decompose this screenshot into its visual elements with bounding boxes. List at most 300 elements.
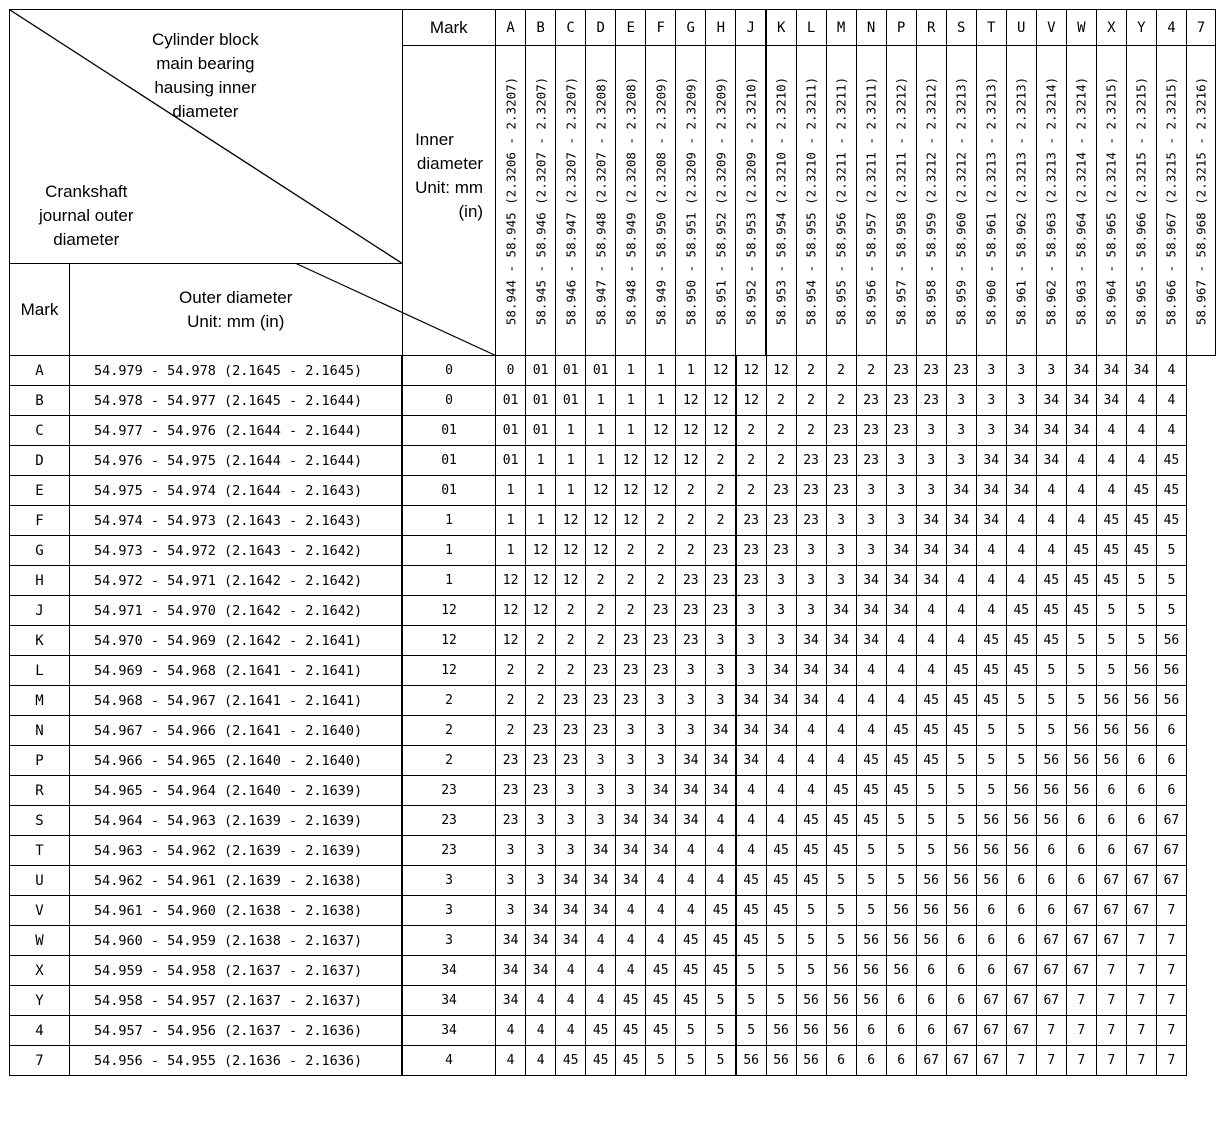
grade-cell: 2	[856, 356, 886, 386]
grade-cell: 4	[706, 866, 736, 896]
grade-cell: 34	[1036, 416, 1066, 446]
grade-cell: 45	[916, 746, 946, 776]
grade-cell: 4	[586, 986, 616, 1016]
outer-label-line: Outer diameter	[179, 287, 293, 307]
grade-cell: 7	[1036, 1046, 1066, 1076]
grade-cell: 67	[1006, 1016, 1036, 1046]
grade-cell: 34	[526, 926, 556, 956]
grade-cell: 01	[402, 416, 496, 446]
grade-cell: 12	[646, 476, 676, 506]
row-range: 54.978 - 54.977 (2.1645 - 2.1644)	[69, 386, 402, 416]
grade-cell: 34	[706, 776, 736, 806]
grade-cell: 01	[496, 446, 526, 476]
grade-cell: 34	[826, 656, 856, 686]
grade-cell: 1	[402, 536, 496, 566]
grade-cell: 34	[886, 566, 916, 596]
grade-cell: 2	[646, 536, 676, 566]
corner-top-line: main bearing	[156, 54, 255, 73]
outer-diameter-label-cell	[69, 264, 402, 356]
column-range: 58.944 - 58.945 (2.3206 - 2.3207)	[503, 76, 519, 325]
grade-cell: 3	[556, 776, 586, 806]
grade-cell: 3	[976, 416, 1006, 446]
grade-cell: 5	[766, 986, 796, 1016]
grade-cell: 2	[556, 626, 586, 656]
grade-cell: 45	[946, 716, 976, 746]
grade-cell: 5	[916, 776, 946, 806]
grade-cell: 4	[736, 836, 766, 866]
grade-cell: 0	[402, 386, 496, 416]
grade-cell: 4	[526, 986, 556, 1016]
column-range-cell	[1186, 46, 1215, 356]
grade-cell: 4	[1156, 416, 1186, 446]
grade-cell: 5	[1036, 716, 1066, 746]
grade-cell: 4	[796, 746, 826, 776]
grade-cell: 7	[1126, 1046, 1156, 1076]
grade-cell: 34	[556, 896, 586, 926]
grade-cell: 01	[586, 356, 616, 386]
grade-cell: 7	[1156, 1016, 1186, 1046]
grade-cell: 6	[976, 956, 1006, 986]
grade-cell: 45	[616, 986, 646, 1016]
grade-cell: 01	[402, 476, 496, 506]
grade-cell: 45	[1096, 506, 1126, 536]
grade-cell: 4	[916, 656, 946, 686]
grade-cell: 67	[1036, 926, 1066, 956]
grade-cell: 3	[976, 356, 1006, 386]
table-row	[10, 656, 1216, 686]
column-range: 58.953 - 58.954 (2.3210 - 2.3210)	[773, 76, 789, 325]
grade-cell: 3	[402, 926, 496, 956]
grade-cell: 2	[676, 506, 706, 536]
grade-cell: 6	[886, 1046, 916, 1076]
grade-cell: 4	[976, 536, 1006, 566]
row-mark: F	[10, 506, 70, 536]
grade-cell: 12	[496, 566, 526, 596]
grade-cell: 4	[916, 596, 946, 626]
column-mark: T	[976, 10, 1006, 46]
grade-cell: 45	[856, 776, 886, 806]
table-row	[10, 986, 1216, 1016]
grade-cell: 4	[1126, 446, 1156, 476]
grade-cell: 4	[586, 926, 616, 956]
grade-cell: 3	[496, 896, 526, 926]
grade-cell: 2	[736, 446, 766, 476]
grade-cell: 6	[886, 986, 916, 1016]
grade-cell: 45	[796, 806, 826, 836]
grade-cell: 4	[826, 716, 856, 746]
grade-cell: 67	[1156, 806, 1186, 836]
grade-cell: 12	[586, 506, 616, 536]
grade-cell: 34	[856, 596, 886, 626]
grade-cell: 1	[526, 476, 556, 506]
row-range: 54.969 - 54.968 (2.1641 - 2.1641)	[69, 656, 402, 686]
grade-cell: 56	[1036, 806, 1066, 836]
inner-label-line: diameter	[416, 154, 484, 173]
grade-cell: 7	[1156, 986, 1186, 1016]
row-mark: T	[10, 836, 70, 866]
table-row	[10, 386, 1216, 416]
row-mark: B	[10, 386, 70, 416]
grade-cell: 01	[556, 386, 586, 416]
grade-cell: 3	[616, 746, 646, 776]
grade-cell: 1	[556, 476, 586, 506]
grade-cell: 45	[766, 866, 796, 896]
grade-cell: 4	[736, 776, 766, 806]
grade-cell: 4	[676, 836, 706, 866]
grade-cell: 45	[856, 746, 886, 776]
grade-cell: 4	[586, 956, 616, 986]
row-range: 54.957 - 54.956 (2.1637 - 2.1636)	[69, 1016, 402, 1046]
column-mark: A	[496, 10, 526, 46]
grade-cell: 5	[856, 866, 886, 896]
row-mark: C	[10, 416, 70, 446]
column-mark: 4	[1156, 10, 1186, 46]
grade-cell: 5	[1066, 656, 1096, 686]
grade-cell: 5	[706, 986, 736, 1016]
grade-cell: 23	[616, 686, 646, 716]
grade-cell: 34	[1006, 416, 1036, 446]
grade-cell: 45	[1036, 566, 1066, 596]
grade-cell: 7	[1126, 986, 1156, 1016]
grade-cell: 23	[496, 806, 526, 836]
grade-cell: 45	[1066, 536, 1096, 566]
grade-cell: 3	[796, 596, 826, 626]
grade-cell: 34	[736, 746, 766, 776]
table-row	[10, 1046, 1216, 1076]
grade-cell: 12	[766, 356, 796, 386]
grade-cell: 23	[916, 356, 946, 386]
grade-cell: 23	[886, 356, 916, 386]
grade-cell: 34	[1036, 446, 1066, 476]
grade-cell: 34	[402, 1016, 496, 1046]
grade-cell: 34	[1066, 416, 1096, 446]
grade-cell: 34	[1066, 356, 1096, 386]
grade-cell: 34	[586, 836, 616, 866]
row-range: 54.958 - 54.957 (2.1637 - 2.1637)	[69, 986, 402, 1016]
grade-cell: 4	[616, 956, 646, 986]
grade-cell: 4	[856, 686, 886, 716]
grade-cell: 12	[616, 476, 646, 506]
column-range: 58.952 - 58.953 (2.3209 - 2.3210)	[743, 76, 759, 325]
corner-left-line: Crankshaft	[45, 182, 128, 201]
grade-cell: 4	[526, 1016, 556, 1046]
grade-cell: 23	[646, 596, 676, 626]
grade-cell: 5	[1066, 626, 1096, 656]
grade-cell: 34	[646, 806, 676, 836]
grade-cell: 45	[976, 686, 1006, 716]
grade-cell: 56	[826, 986, 856, 1016]
grade-cell: 7	[1096, 986, 1126, 1016]
grade-cell: 56	[916, 926, 946, 956]
grade-cell: 45	[646, 956, 676, 986]
grade-cell: 1	[586, 446, 616, 476]
grade-cell: 45	[1126, 506, 1156, 536]
row-range: 54.959 - 54.958 (2.1637 - 2.1637)	[69, 956, 402, 986]
grade-cell: 3	[886, 476, 916, 506]
grade-cell: 6	[1156, 776, 1186, 806]
grade-cell: 5	[676, 1046, 706, 1076]
grade-cell: 6	[1126, 776, 1156, 806]
grade-cell: 4	[976, 566, 1006, 596]
grade-cell: 3	[826, 566, 856, 596]
row-range: 54.963 - 54.962 (2.1639 - 2.1639)	[69, 836, 402, 866]
grade-cell: 4	[736, 806, 766, 836]
grade-cell: 45	[1006, 626, 1036, 656]
column-mark: C	[556, 10, 586, 46]
column-range-cell	[916, 46, 946, 356]
row-mark: L	[10, 656, 70, 686]
grade-cell: 12	[556, 536, 586, 566]
grade-cell: 23	[706, 536, 736, 566]
grade-cell: 67	[1066, 956, 1096, 986]
grade-cell: 5	[976, 746, 1006, 776]
grade-cell: 67	[1156, 836, 1186, 866]
grade-cell: 56	[976, 806, 1006, 836]
grade-cell: 4	[1126, 386, 1156, 416]
grade-cell: 45	[916, 716, 946, 746]
grade-cell: 2	[736, 476, 766, 506]
column-range-cell	[886, 46, 916, 356]
grade-cell: 45	[646, 1016, 676, 1046]
grade-cell: 34	[616, 866, 646, 896]
grade-cell: 3	[736, 596, 766, 626]
grade-cell: 56	[1006, 806, 1036, 836]
grade-cell: 6	[1156, 746, 1186, 776]
grade-cell: 34	[796, 686, 826, 716]
grade-cell: 7	[1096, 1016, 1126, 1046]
column-range: 58.962 - 58.963 (2.3213 - 2.3214)	[1043, 76, 1059, 325]
grade-cell: 12	[556, 506, 586, 536]
grade-cell: 1	[616, 386, 646, 416]
grade-cell: 34	[946, 476, 976, 506]
column-range-cell	[526, 46, 556, 356]
row-range: 54.971 - 54.970 (2.1642 - 2.1642)	[69, 596, 402, 626]
grade-cell: 5	[736, 956, 766, 986]
grade-cell: 7	[1156, 896, 1186, 926]
grade-cell: 3	[856, 476, 886, 506]
grade-cell: 45	[586, 1016, 616, 1046]
grade-cell: 3	[1006, 386, 1036, 416]
grade-cell: 23	[496, 776, 526, 806]
grade-cell: 34	[1096, 386, 1126, 416]
grade-cell: 3	[796, 536, 826, 566]
row-mark: Y	[10, 986, 70, 1016]
grade-cell: 23	[402, 776, 496, 806]
grade-cell: 67	[1036, 956, 1066, 986]
grade-cell: 01	[402, 446, 496, 476]
grade-cell: 12	[736, 356, 766, 386]
grade-cell: 4	[496, 1046, 526, 1076]
column-mark: S	[946, 10, 976, 46]
grade-cell: 12	[586, 536, 616, 566]
table-row	[10, 746, 1216, 776]
grade-cell: 5	[1096, 656, 1126, 686]
grade-cell: 23	[526, 746, 556, 776]
grade-cell: 3	[826, 506, 856, 536]
grade-cell: 01	[526, 356, 556, 386]
grade-cell: 4	[1006, 506, 1036, 536]
grade-cell: 56	[1006, 776, 1036, 806]
grade-cell: 5	[1156, 566, 1186, 596]
row-range: 54.962 - 54.961 (2.1639 - 2.1638)	[69, 866, 402, 896]
grade-cell: 5	[1126, 596, 1156, 626]
grade-cell: 2	[586, 626, 616, 656]
grade-cell: 56	[766, 1016, 796, 1046]
grade-cell: 2	[826, 356, 856, 386]
grade-cell: 45	[736, 866, 766, 896]
grade-cell: 4	[1036, 536, 1066, 566]
table-row	[10, 956, 1216, 986]
grade-cell: 3	[946, 446, 976, 476]
grade-cell: 23	[616, 626, 646, 656]
grade-cell: 3	[402, 896, 496, 926]
inner-diameter-label	[415, 128, 483, 224]
grade-cell: 34	[826, 596, 856, 626]
row-range: 54.960 - 54.959 (2.1638 - 2.1637)	[69, 926, 402, 956]
grade-cell: 2	[556, 596, 586, 626]
column-mark: D	[586, 10, 616, 46]
grade-cell: 45	[796, 836, 826, 866]
grade-cell: 6	[1096, 836, 1126, 866]
grade-cell: 34	[1096, 356, 1126, 386]
grade-cell: 12	[646, 416, 676, 446]
grade-cell: 12	[402, 596, 496, 626]
grade-cell: 5	[826, 926, 856, 956]
grade-cell: 6	[916, 956, 946, 986]
grade-cell: 23	[556, 716, 586, 746]
grade-cell: 1	[586, 386, 616, 416]
grade-cell: 34	[616, 836, 646, 866]
grade-cell: 45	[946, 656, 976, 686]
grade-cell: 4	[706, 806, 736, 836]
grade-cell: 4	[556, 1016, 586, 1046]
grade-cell: 2	[766, 416, 796, 446]
grade-cell: 34	[916, 566, 946, 596]
row-range: 54.967 - 54.966 (2.1641 - 2.1640)	[69, 716, 402, 746]
grade-cell: 23	[586, 716, 616, 746]
grade-cell: 5	[1006, 716, 1036, 746]
grade-cell: 1	[616, 416, 646, 446]
grade-cell: 23	[706, 596, 736, 626]
corner-top-line: hausing inner	[154, 78, 257, 97]
grade-cell: 01	[526, 416, 556, 446]
grade-cell: 56	[886, 956, 916, 986]
grade-cell: 3	[766, 626, 796, 656]
grade-cell: 34	[766, 716, 796, 746]
grade-cell: 56	[826, 956, 856, 986]
grade-cell: 2	[402, 686, 496, 716]
grade-cell: 6	[886, 1016, 916, 1046]
row-mark-label: Mark	[10, 264, 70, 356]
grade-cell: 5	[736, 1016, 766, 1046]
grade-cell: 45	[736, 896, 766, 926]
grade-cell: 34	[616, 806, 646, 836]
grade-cell: 12	[526, 536, 556, 566]
grade-cell: 3	[646, 746, 676, 776]
grade-cell: 4	[946, 566, 976, 596]
grade-cell: 45	[1156, 476, 1186, 506]
grade-cell: 23	[886, 386, 916, 416]
grade-cell: 6	[1006, 926, 1036, 956]
corner-top-label	[152, 28, 259, 124]
grade-cell: 3	[646, 686, 676, 716]
row-mark: K	[10, 626, 70, 656]
grade-cell: 1	[526, 446, 556, 476]
grade-cell: 5	[676, 1016, 706, 1046]
grade-cell: 3	[1036, 356, 1066, 386]
grade-cell: 2	[616, 566, 646, 596]
grade-cell: 2	[586, 596, 616, 626]
grade-cell: 12	[526, 566, 556, 596]
grade-cell: 4	[1066, 476, 1096, 506]
grade-cell: 34	[1006, 446, 1036, 476]
column-range: 58.957 - 58.958 (2.3211 - 2.3212)	[893, 76, 909, 325]
table-row	[10, 536, 1216, 566]
grade-cell: 56	[856, 926, 886, 956]
grade-cell: 5	[1066, 686, 1096, 716]
grade-cell: 3	[976, 386, 1006, 416]
grade-cell: 4	[796, 716, 826, 746]
grade-cell: 5	[1156, 536, 1186, 566]
grade-cell: 2	[736, 416, 766, 446]
row-mark: W	[10, 926, 70, 956]
grade-cell: 4	[946, 596, 976, 626]
corner-left-label	[39, 180, 134, 252]
grade-cell: 56	[916, 866, 946, 896]
grade-cell: 12	[676, 386, 706, 416]
table-row	[10, 626, 1216, 656]
grade-cell: 34	[496, 956, 526, 986]
column-range-cell	[496, 46, 526, 356]
grade-cell: 4	[1156, 386, 1186, 416]
inner-label-line: Unit: mm	[415, 178, 484, 197]
grade-cell: 67	[976, 1046, 1006, 1076]
grade-cell: 56	[766, 1046, 796, 1076]
row-mark: X	[10, 956, 70, 986]
grade-cell: 12	[556, 566, 586, 596]
inner-label-line: Inner	[415, 130, 454, 149]
grade-cell: 1	[646, 386, 676, 416]
grade-cell: 34	[766, 656, 796, 686]
grade-cell: 7	[1066, 986, 1096, 1016]
grade-cell: 23	[586, 656, 616, 686]
grade-cell: 6	[1066, 866, 1096, 896]
grade-cell: 56	[1096, 686, 1126, 716]
grade-cell: 56	[1036, 776, 1066, 806]
grade-cell: 6	[1006, 896, 1036, 926]
grade-cell: 5	[646, 1046, 676, 1076]
table-row	[10, 356, 1216, 386]
column-mark: J	[736, 10, 766, 46]
grade-cell: 3	[496, 866, 526, 896]
grade-cell: 3	[706, 686, 736, 716]
grade-cell: 56	[946, 836, 976, 866]
grade-cell: 45	[796, 866, 826, 896]
grade-cell: 56	[1096, 746, 1126, 776]
grade-cell: 6	[1156, 716, 1186, 746]
grade-cell: 56	[1156, 656, 1186, 686]
grade-cell: 1	[402, 506, 496, 536]
column-mark: N	[856, 10, 886, 46]
grade-cell: 45	[676, 956, 706, 986]
grade-cell: 3	[676, 686, 706, 716]
grade-cell: 7	[1006, 1046, 1036, 1076]
grade-cell: 12	[402, 656, 496, 686]
grade-cell: 34	[402, 986, 496, 1016]
grade-cell: 34	[976, 476, 1006, 506]
grade-cell: 1	[646, 356, 676, 386]
grade-cell: 5	[1156, 596, 1186, 626]
